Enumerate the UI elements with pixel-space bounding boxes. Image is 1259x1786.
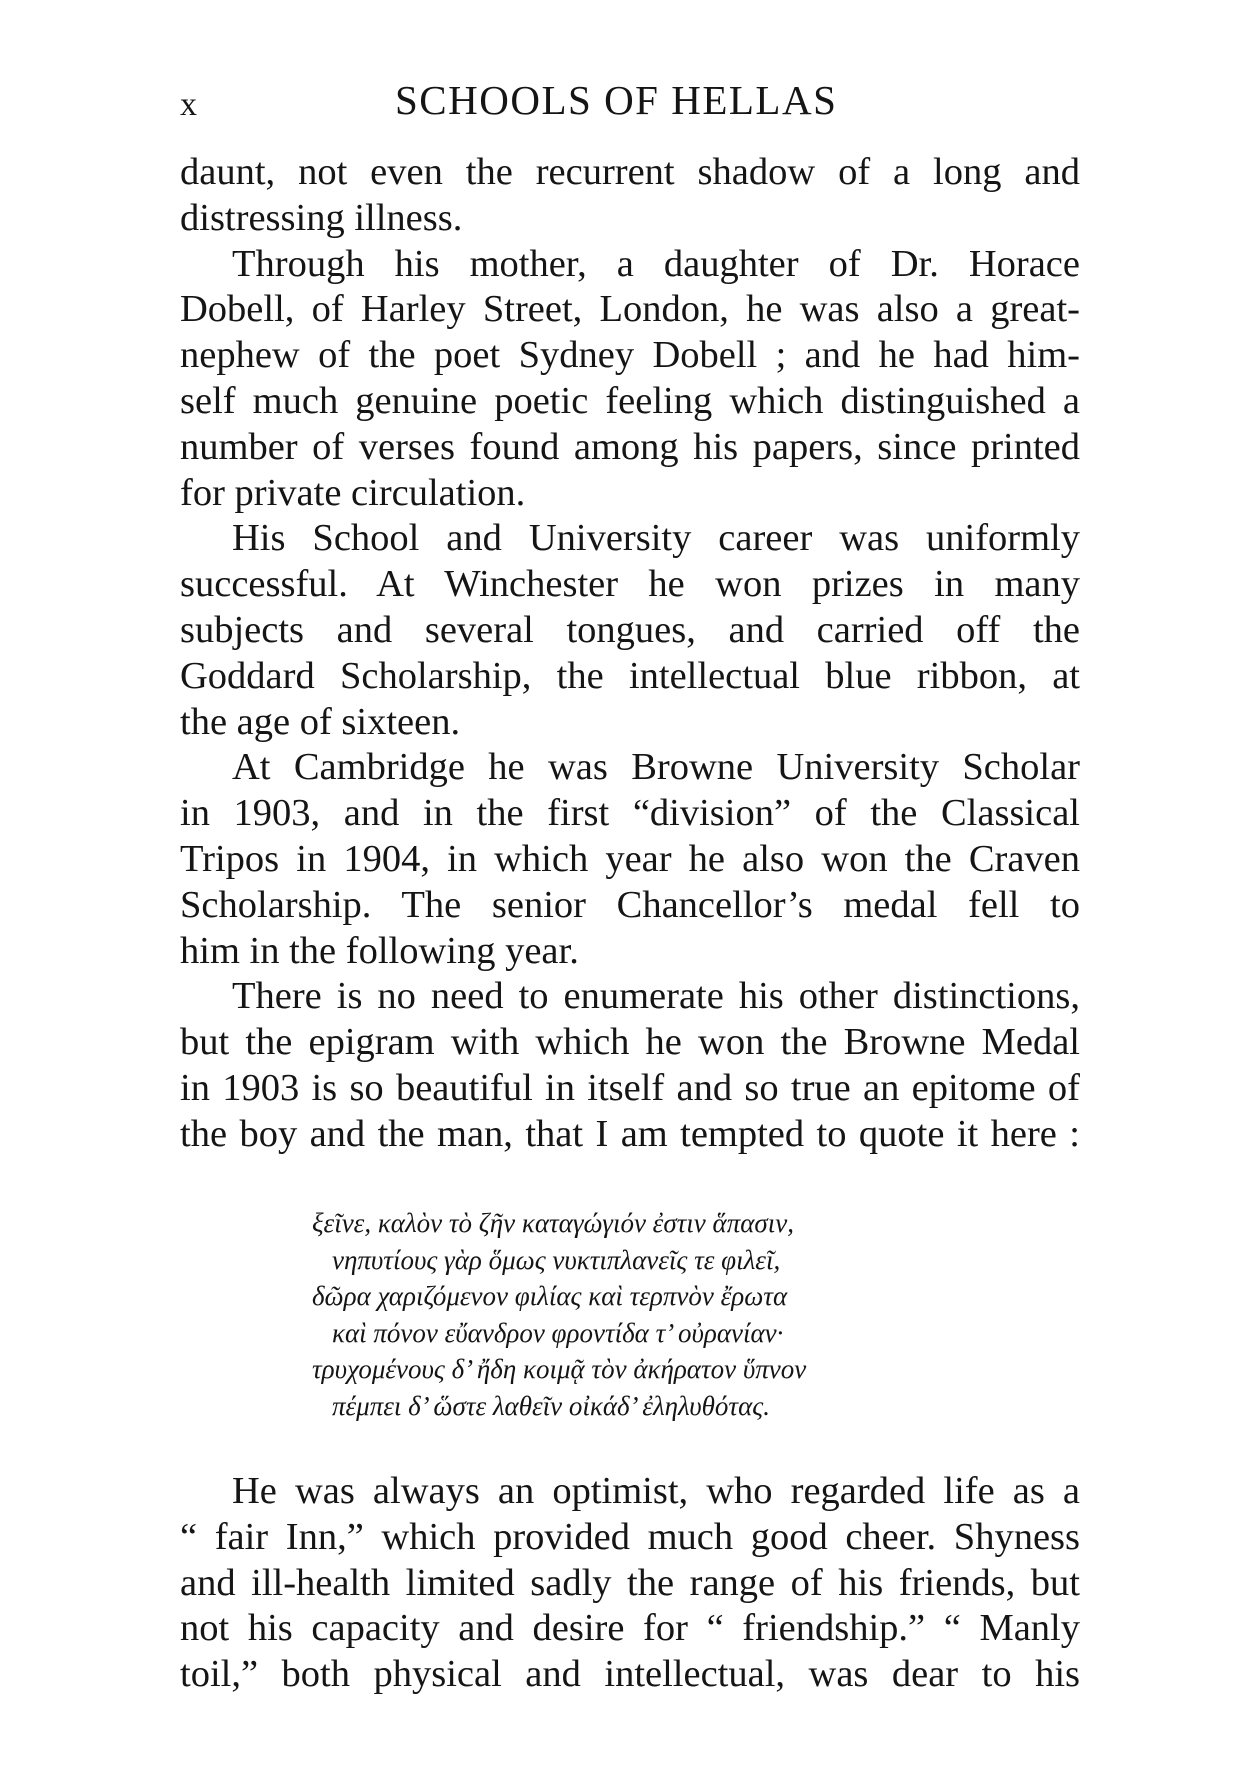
running-head — [180, 72, 1080, 132]
text-line: for private circulation. — [180, 471, 526, 514]
text-line: and ill-health limited sadly the range of his friends, but — [180, 1561, 1080, 1604]
verse-line: πέμπει δ’ ὥστε λαθεῖν οἰκάδ’ ἐληλυθότας. — [332, 1390, 770, 1421]
verse-line: νηπυτίους γὰρ ὅμως νυκτιπλανεῖς τε φιλεῖ, — [332, 1244, 781, 1275]
text-line: Through his mother, a daughter of Dr. Horace — [232, 242, 1080, 285]
text-line: him in the following year. — [180, 929, 579, 972]
text-line: the boy and the man, that I am tempted to quote it here : — [180, 1112, 1080, 1155]
running-title: SCHOOLS OF HELLAS — [395, 77, 838, 123]
text-line: Scholarship. The senior Chancellor’s medal fell to — [180, 883, 1080, 926]
text-line: At Cambridge he was Browne University Scholar — [232, 746, 1080, 789]
greek-epigram — [180, 1205, 1080, 1424]
text-line: There is no need to enumerate his other distinctions, — [232, 975, 1080, 1018]
text-line: in 1903, and in the first “division” of the Classical — [180, 792, 1080, 835]
text-line: successful. At Winchester he won prizes in many — [180, 563, 1080, 606]
text-line: daunt, not even the recurrent shadow of a long and — [180, 151, 1080, 193]
body-text-continued — [180, 1469, 1080, 1698]
text-line: nephew of the poet Sydney Dobell ; and he had him- — [180, 334, 1080, 377]
text-line: distressing illness. — [180, 196, 463, 239]
page-number: x — [180, 86, 198, 123]
verse-line: τρυχομένους δ’ ἤδη κοιμᾷ τὸν ἀκήρατον ὕπνον — [312, 1354, 807, 1384]
text-line: subjects and several tongues, and carried off the — [180, 608, 1080, 651]
text-line: self much genuine poetic feeling which distinguished a — [180, 379, 1080, 422]
text-line: Goddard Scholarship, the intellectual blue ribbon, at — [180, 654, 1080, 697]
text-line: He was always an optimist, who regarded life as a — [232, 1470, 1080, 1512]
text-line: but the epigram with which he won the Browne Medal — [180, 1021, 1080, 1064]
text-line: “ fair Inn,” which provided much good cheer. Shyness — [180, 1515, 1080, 1558]
text-line: Dobell, of Harley Street, London, he was also a great- — [180, 288, 1080, 331]
text-line: number of verses found among his papers, since printed — [180, 425, 1080, 468]
verse-line: ξεῖνε, καλὸν τὸ ζῆν καταγώγιόν ἐστιν ἅπασιν, — [312, 1208, 794, 1238]
verse-line: καὶ πόνον εὔανδρον φροντίδα τ’ οὐρανίαν· — [332, 1317, 784, 1348]
text-line: Tripos in 1904, in which year he also won the Craven — [180, 837, 1080, 880]
text-line: the age of sixteen. — [180, 700, 461, 743]
verse-line: δῶρα χαριζόμενον φιλίας καὶ τερπνὸν ἔρωτα — [312, 1281, 788, 1311]
text-line: His School and University career was uniformly — [232, 517, 1080, 560]
body-text — [180, 150, 1080, 1158]
text-line: in 1903 is so beautiful in itself and so true an epitome of — [180, 1066, 1080, 1109]
text-line: toil,” both physical and intellectual, was dear to his — [180, 1653, 1080, 1696]
text-line: not his capacity and desire for “ friendship.” “ Manly — [180, 1607, 1080, 1650]
